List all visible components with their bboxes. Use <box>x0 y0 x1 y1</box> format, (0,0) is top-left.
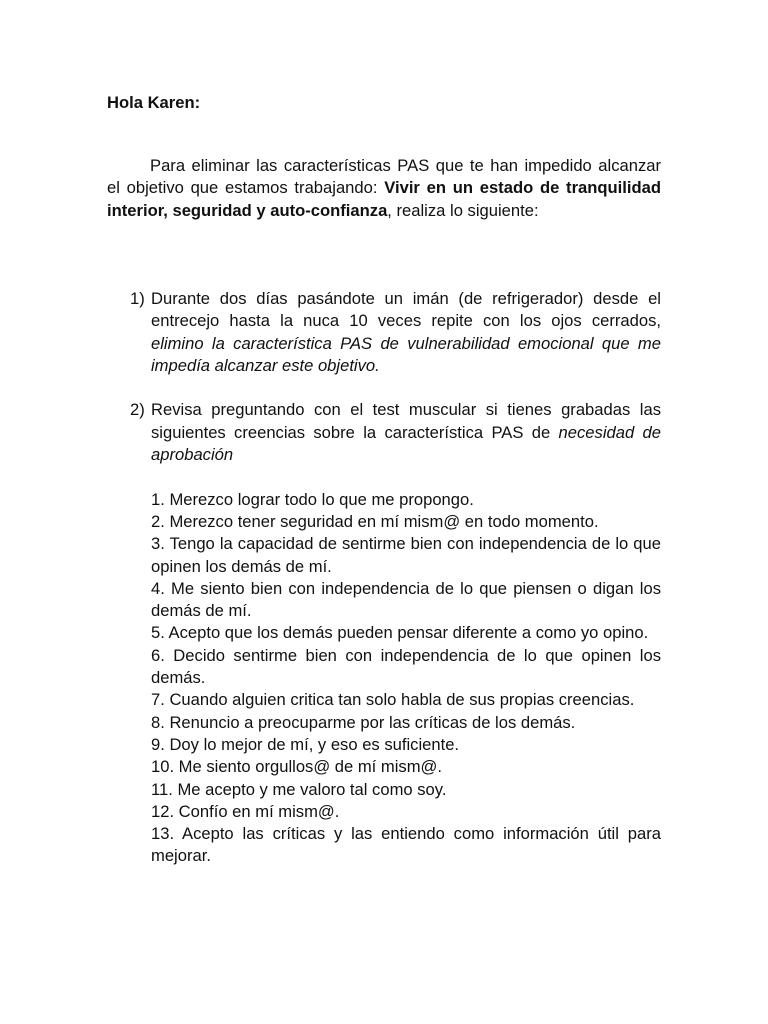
greeting: Hola Karen: <box>107 93 201 112</box>
beliefs-list <box>151 489 661 868</box>
belief-item: 8. Renuncio a preocuparme por las críticas de los demás. <box>151 712 576 732</box>
intro-text-start: Para eliminar las características PAS que te han impedido alcanzar el objetivo que estamos trabajando: <box>107 156 661 198</box>
step-number: 1) <box>130 289 145 308</box>
belief-item: 12. Confío en mí mism@. <box>151 801 340 821</box>
step-text <box>151 399 661 466</box>
step-instruction: Durante dos días pasándote un imán (de refrigerador) desde el entrecejo hasta la nuca 10 veces repite con los ojos cerrados, <box>151 289 661 331</box>
belief-item: 11. Me acepto y me valoro tal como soy. <box>151 779 447 799</box>
step-text <box>151 288 661 377</box>
belief-item: 9. Doy lo mejor de mí, y eso es suficiente. <box>151 734 460 754</box>
step-number: 2) <box>130 400 145 420</box>
step-instruction: Revisa preguntando con el test muscular si tienes grabadas las siguientes creencias sobre la característica PAS de <box>151 400 661 442</box>
belief-item: 7. Cuando alguien critica tan solo habla de sus propias creencias. <box>151 690 635 710</box>
belief-item: 1. Merezco lograr todo lo que me propongo. <box>151 489 474 509</box>
step-affirmation: elimino la característica PAS de vulnerabilidad emocional que me impedía alcanzar este objetivo. <box>151 333 661 375</box>
belief-item: 3. Tengo la capacidad de sentirme bien con independencia de lo que opinen los demás de mí. <box>151 534 661 576</box>
step-item <box>107 288 661 377</box>
belief-item: 5. Acepto que los demás pueden pensar diferente a como yo opino. <box>151 623 649 643</box>
steps-list <box>107 288 661 868</box>
belief-item: 2. Merezco tener seguridad en mí mism@ en todo momento. <box>151 511 599 531</box>
objective-bold: Vivir en un estado de tranquilidad interior, seguridad y auto-confianza <box>107 178 661 220</box>
step-item <box>107 399 661 867</box>
step-trait: necesidad de aprobación <box>151 422 661 465</box>
belief-item: 13. Acepto las críticas y las entiendo como información útil para mejorar. <box>151 824 661 866</box>
belief-item: 10. Me siento orgullos@ de mí mism@. <box>151 757 442 777</box>
intro-text-end: , realiza lo siguiente: <box>387 200 539 220</box>
intro-paragraph <box>107 155 661 222</box>
belief-item: 6. Decido sentirme bien con independencia de lo que opinen los demás. <box>151 645 661 688</box>
belief-item: 4. Me siento bien con independencia de lo que piensen o digan los demás de mí. <box>151 578 661 621</box>
